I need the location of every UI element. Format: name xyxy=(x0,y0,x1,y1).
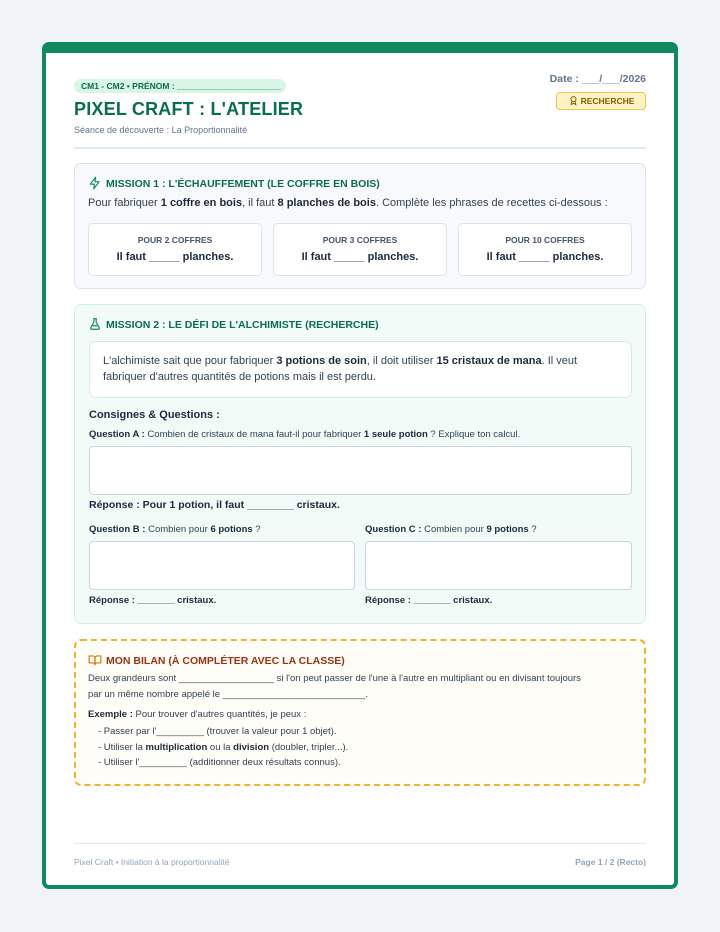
statement-text: . Il veut fabriquer d'autres quantités de potions mais il est perdu. xyxy=(103,355,578,383)
footer-left: Pixel Craft • Initiation à la proportionnalité xyxy=(74,857,230,867)
intro-text: , il faut xyxy=(242,197,278,209)
statement-text: L'alchimiste sait que pour fabriquer xyxy=(103,355,277,367)
question-c xyxy=(365,524,537,535)
open-book-icon xyxy=(88,653,102,667)
answer-b-box[interactable] xyxy=(89,541,355,590)
flask-icon xyxy=(88,317,102,331)
item-bold: division xyxy=(233,742,270,753)
page-subtitle: Séance de découverte : La Proportionnalité xyxy=(74,125,248,135)
statement-bold: 15 cristaux de mana xyxy=(436,355,542,367)
student-name-tag: CM1 - CM2 • PRÉNOM : ______________________ xyxy=(74,79,286,93)
question-text: ? Explique ton calcul. xyxy=(427,429,521,440)
example-label: Exemple : xyxy=(88,709,133,720)
recipe-card-heading: POUR 2 COFFRES xyxy=(137,235,213,245)
recipe-card xyxy=(273,223,447,276)
answer-c-line[interactable]: Réponse : _______ cristaux. xyxy=(365,595,493,606)
mission-2-title-text: MISSION 2 : LE DÉFI DE L'ALCHIMISTE (RECHERCHE) xyxy=(106,319,379,331)
mission-1-intro xyxy=(88,197,608,209)
mission-1-section xyxy=(74,163,646,289)
answer-c-box[interactable] xyxy=(365,541,632,590)
recipe-card-heading: POUR 3 COFFRES xyxy=(322,235,398,245)
recherche-badge xyxy=(556,92,646,110)
item-text: ou la xyxy=(207,742,234,753)
recipe-card-blank[interactable]: Il faut _____ planches. xyxy=(116,251,234,263)
award-icon xyxy=(568,95,579,106)
item-text: - Utiliser la xyxy=(98,742,146,753)
intro-text: . Complète les phrases de recettes ci-dessous : xyxy=(375,197,608,209)
mission-1-title xyxy=(88,176,380,190)
alchemist-statement xyxy=(89,341,632,398)
recipe-card-blank[interactable]: Il faut _____ planches. xyxy=(301,251,419,263)
statement-text: , il doit utiliser xyxy=(366,355,437,367)
footer-page-number: Page 1 / 2 (Recto) xyxy=(575,857,646,867)
bilan-section xyxy=(74,639,646,786)
bilan-item-2 xyxy=(98,742,348,753)
header-divider xyxy=(74,147,646,149)
bilan-title xyxy=(88,653,345,667)
example-text: Pour trouver d'autres quantités, je peux : xyxy=(132,709,307,720)
recipe-card xyxy=(88,223,262,276)
mission-2-title xyxy=(88,317,379,331)
lightning-icon xyxy=(88,176,102,190)
question-label: Question A : xyxy=(89,429,145,440)
answer-a-box[interactable] xyxy=(89,446,632,495)
question-text: Combien pour xyxy=(421,524,487,535)
question-bold: 6 potions xyxy=(210,524,253,535)
intro-bold: 8 planches de bois xyxy=(277,197,376,209)
item-text: (doubler, tripler...). xyxy=(269,742,349,753)
recipe-card-blank[interactable]: Il faut _____ planches. xyxy=(486,251,604,263)
date-field: Date : ___/___/2026 xyxy=(549,73,646,85)
item-bold: multiplication xyxy=(145,742,208,753)
recipe-card-heading: POUR 10 COFFRES xyxy=(505,235,585,245)
intro-bold: 1 coffre en bois xyxy=(160,197,243,209)
statement-bold: 3 potions de soin xyxy=(276,355,367,367)
question-label: Question B : xyxy=(89,524,146,535)
bilan-item-3[interactable]: - Utiliser l'_________ (additionner deux résultats connus). xyxy=(98,757,341,768)
bilan-line-2[interactable]: par un même nombre appelé le ___________________________. xyxy=(88,689,368,700)
consignes-heading: Consignes & Questions : xyxy=(89,409,220,421)
answer-a-line[interactable]: Réponse : Pour 1 potion, il faut ________ cristaux. xyxy=(89,499,340,511)
intro-text: Pour fabriquer xyxy=(88,197,161,209)
answer-b-line[interactable]: Réponse : _______ cristaux. xyxy=(89,595,217,606)
question-label: Question C : xyxy=(365,524,422,535)
question-text: ? xyxy=(528,524,537,535)
recipe-cards xyxy=(88,223,633,276)
footer-divider xyxy=(74,843,646,844)
question-bold: 9 potions xyxy=(486,524,529,535)
worksheet-page xyxy=(42,42,678,889)
recipe-card xyxy=(458,223,632,276)
question-text: Combien pour xyxy=(145,524,211,535)
question-bold: 1 seule potion xyxy=(363,429,428,440)
bilan-title-text: MON BILAN (À COMPLÉTER AVEC LA CLASSE) xyxy=(106,655,345,667)
mission-2-section xyxy=(74,304,646,624)
bilan-line-1[interactable]: Deux grandeurs sont __________________ si l'on peut passer de l'une à l'autre en multipliant ou en divisant toujours xyxy=(88,673,581,684)
question-text: Combien de cristaux de mana faut-il pour fabriquer xyxy=(144,429,364,440)
bilan-example xyxy=(88,709,306,720)
question-text: ? xyxy=(252,524,261,535)
question-a xyxy=(89,429,520,440)
question-b xyxy=(89,524,261,535)
mission-1-title-text: MISSION 1 : L'ÉCHAUFFEMENT (LE COFFRE EN BOIS) xyxy=(106,178,380,190)
bilan-item-1[interactable]: - Passer par l'_________ (trouver la valeur pour 1 objet). xyxy=(98,726,337,737)
badge-label: RECHERCHE xyxy=(580,96,635,106)
page-title: PIXEL CRAFT : L'ATELIER xyxy=(74,99,304,119)
